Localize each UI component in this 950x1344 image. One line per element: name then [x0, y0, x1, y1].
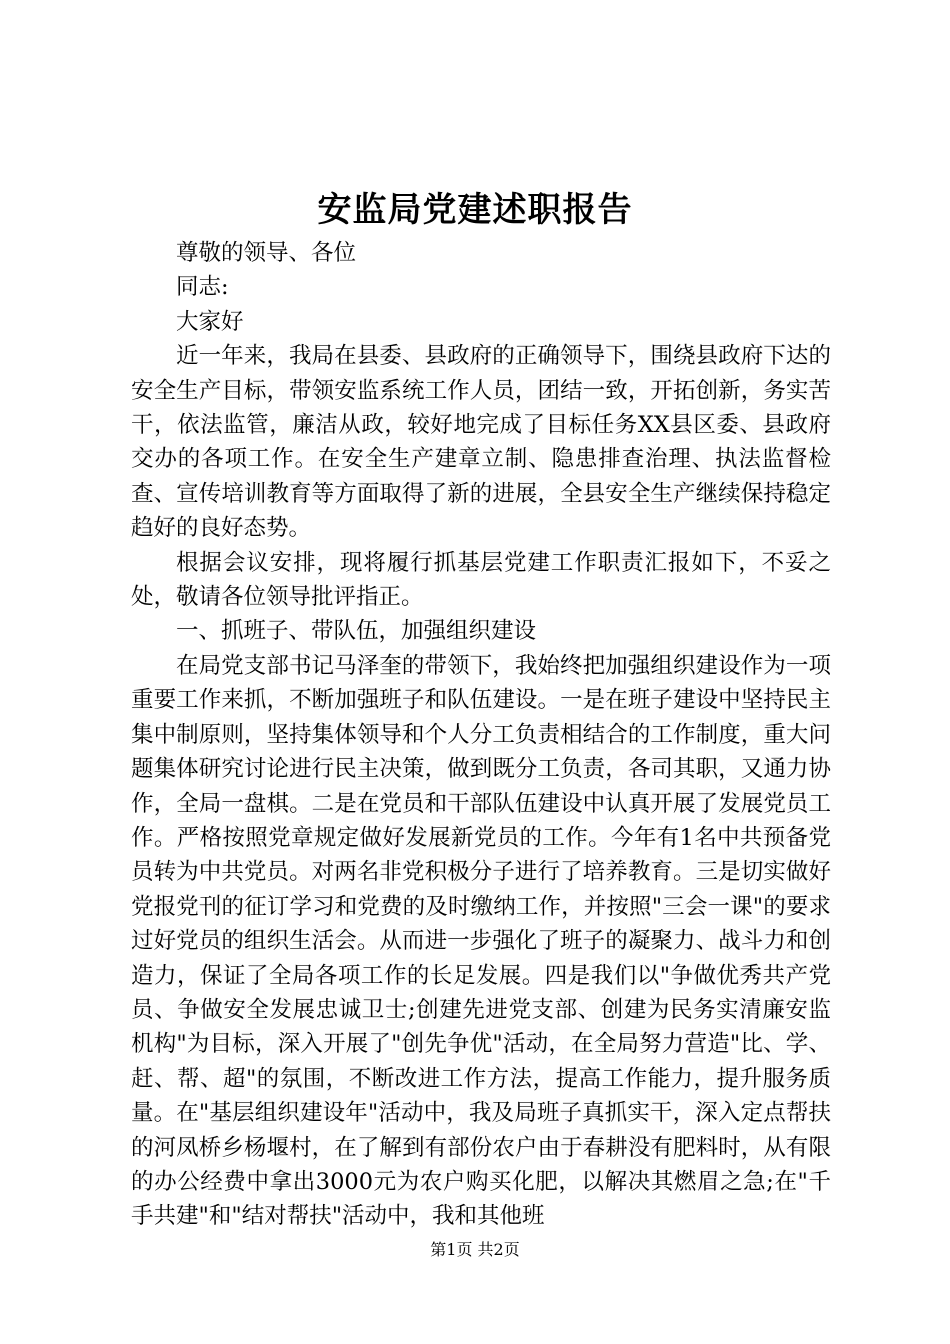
salutation-line-2: 同志: [176, 274, 229, 301]
salutation-line-1: 尊敬的领导、各位 [176, 240, 357, 266]
document-title: 安监局党建述职报告 [317, 190, 633, 230]
page-number-footer: 第1页 共2页 [430, 1240, 520, 1259]
body-paragraph: 在局党支部书记马泽奎的带领下，我始终把加强组织建设作为一项重要工作来抓，不断加强班子和队伍建设。一是在班子建设中坚持民主集中制原则，坚持集体领导和个人分工负责相结合的工作制度，重大问题集体研究讨论进行民主决策，做到既分工负责，各司其职，又通力协作，全局一盘棋。二是在党员和干部队伍建设中认真开展了发展党员工作。严格按照党章规定做好发展新党员的工作。今年有1名中共预备党员转为中共党员。对两名非党积极分子进行了培养教育。三是切实做好党报党刊的征订学习和党费的及时缴纳工作，并按照"三会一课"的要求过好党员的组织生活会。从而进一步强化了班子的凝聚力、战斗力和创造力，保证了全局各项工作的长足发展。四是我们以"争做优秀共产党员、争做安全发展忠诚卫士;创建先进党支部、创建为民务实清廉安监机构"为目标，深入开展了"创先争优"活动，在全局努力营造"比、学、赶、帮、超"的氛围，不断改进工作方法，提高工作能力，提升服务质量。在"基层组织建设年"活动中，我及局班子真抓实干，深入定点帮扶的河凤桥乡杨堰村，在了解到有部份农户由于春耕没有肥料时，从有限的办公经费中拿出3000元为农户购买化肥，以解决其燃眉之急;在"千手共建"和"结对帮扶"活动中，我和其他班 [131, 652, 831, 1230]
body-paragraph: 近一年来，我局在县委、县政府的正确领导下，围绕县政府下达的安全生产目标，带领安监系统工作人员，团结一致，开拓创新，务实苦干，依法监管，廉洁从政，较好地完成了目标任务XX县区委、县政府交办的各项工作。在安全生产建章立制、隐患排查治理、执法监督检查、宣传培训教育等方面取得了新的进展，全县安全生产继续保持稳定趋好的良好态势。 [131, 343, 831, 542]
document-body [131, 236, 831, 1234]
greeting: 大家好 [176, 308, 244, 335]
body-paragraph: 根据会议安排，现将履行抓基层党建工作职责汇报如下，不妥之处，敬请各位领导批评指正。 [131, 549, 831, 611]
section-heading: 一、抓班子、带队伍，加强组织建设 [176, 618, 537, 645]
